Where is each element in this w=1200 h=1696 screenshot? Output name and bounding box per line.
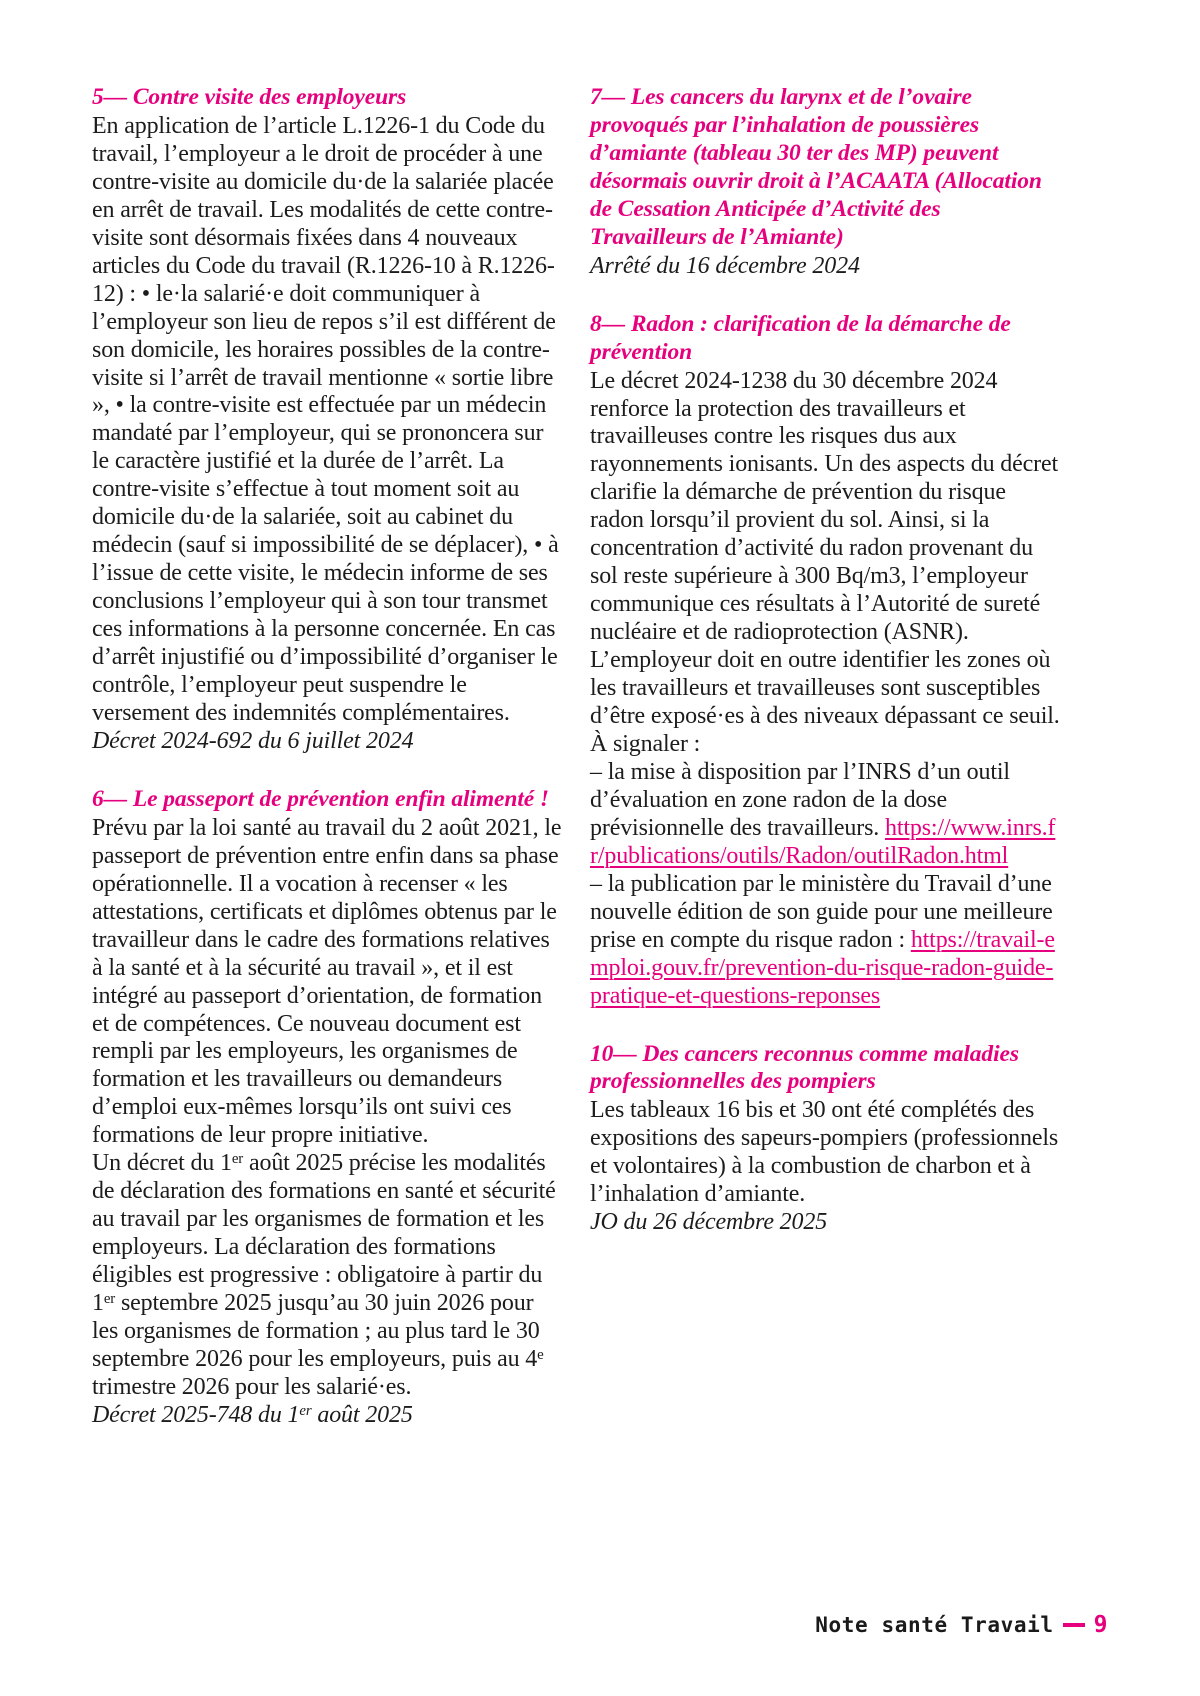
- section-8-bullet-1-text: – la mise à disposition par l’INRS d’un outil d’évaluation en zone radon de la dose prévisionnelle des travailleurs.: [590, 758, 1010, 841]
- section-6-body: Prévu par la loi santé au travail du 2 août 2021, le passeport de prévention entre enfin dans sa phase opérationnelle. Il a vocation à recenser « les attestations, certificats et diplômes obtenus par le travailleur dans le cadre des formations relatives à la santé et à la sécurité au travail », et il est intégré au passeport d’orientation, de formation et de compétences. Ce nouveau document est rempli par les employeurs, les organismes de formation et les travailleurs ou demandeurs d’emploi eux-mêmes lorsqu’ils ont suivi ces formations de leur propre initiative.: [92, 814, 562, 1149]
- section-10-number: 10—: [590, 1040, 637, 1067]
- section-6-heading: [92, 786, 564, 814]
- section-5-heading: [92, 84, 564, 112]
- section-5-body: En application de l’article L.1226-1 du Code du travail, l’employeur a le droit de procéder à une contre-visite au domicile du·de la salariée placée en arrêt de travail. Les modalités de cette contre-visite sont désormais fixées dans 4 nouveaux articles du Code du travail (R.1226-10 à R.1226-12) : • le·la salarié·e doit communiquer à l’employeur son lieu de repos s’il est différent de son domicile, les horaires possibles de la contre-visite si l’arrêt de travail mentionne « sortie libre », • la contre-visite est effectuée par un médecin mandaté par l’employeur, qui se prononcera sur le caractère justifié et la durée de l’arrêt. La contre-visite s’effectue à tout moment soit au domicile du·de la salariée, soit au cabinet du médecin (sauf si impossibilité de se déplacer), • à l’issue de cette visite, le médecin informe de ses conclusions l’employeur qui à son tour transmet ces informations à la personne concernée. En cas d’arrêt injustifié ou d’impossibilité d’organiser le contrôle, l’employeur peut suspendre le versement des indemnités complémentaires.: [92, 112, 559, 726]
- section-5-source: Décret 2024-692 du 6 juillet 2024: [92, 727, 414, 754]
- ordinal-suffix-er-3: er: [299, 1402, 312, 1419]
- section-8-body: Le décret 2024-1238 du 30 décembre 2024 renforce la protection des travailleurs et travailleuses contre les risques dus aux rayonnements ionisants. Un des aspects du décret clarifie la démarche de prévention du risque radon lorsqu’il provient du sol. Ainsi, si la concentration d’activité du radon provenant du sol reste supérieure à 300 Bq/m3, l’employeur communique ces résultats à l’Autorité de sureté nucléaire et de radioprotection (ASNR). L’employeur doit en outre identifier les zones où les travailleurs et travailleuses sont susceptibles d’être exposé·es à des niveaux dépassant ce seuil. À signaler :: [590, 367, 1060, 757]
- section-6-source-pre: Décret 2025-748 du 1: [92, 1401, 300, 1428]
- article-section-10: [590, 1041, 1062, 1238]
- section-7-source: Arrêté du 16 décembre 2024: [590, 252, 860, 279]
- section-6-body-2: [92, 1150, 564, 1402]
- right-column: [590, 84, 1062, 1430]
- footer-title: Note santé Travail: [815, 1613, 1054, 1637]
- section-8-title: Radon : clarification de la démarche de prévention: [590, 310, 1011, 365]
- section-7-heading: [590, 84, 1062, 252]
- section-8-heading: [590, 311, 1062, 367]
- ordinal-suffix-er-2: er: [103, 1290, 116, 1307]
- section-8-number: 8—: [590, 310, 626, 337]
- page-footer: [815, 1612, 1108, 1638]
- section-6-body2-post: septembre 2025 jusqu’au 30 juin 2026 pour les organismes de formation ; au plus tard le 30 septembre 2026 pour les employeurs, puis au 4: [92, 1290, 540, 1372]
- ordinal-suffix-e: e: [537, 1346, 544, 1363]
- page-number: 9: [1093, 1612, 1108, 1638]
- article-section-7: [590, 84, 1062, 281]
- section-10-body: Les tableaux 16 bis et 30 ont été complétés des expositions des sapeurs-pompiers (professionnels et volontaires) à la combustion de charbon et à l’inhalation d’amiante.: [590, 1097, 1059, 1208]
- section-10-title: Des cancers reconnus comme maladies professionnelles des pompiers: [590, 1040, 1019, 1095]
- section-7-number: 7—: [590, 84, 626, 110]
- article-section-6: [92, 786, 564, 1430]
- section-10-source: JO du 26 décembre 2025: [590, 1209, 828, 1236]
- section-6-title: Le passeport de prévention enfin alimenté !: [132, 785, 549, 812]
- article-section-5: [92, 84, 564, 756]
- section-5-number: 5—: [92, 84, 128, 110]
- article-section-8: [590, 311, 1062, 1011]
- section-6-body2-mid: août 2025 précise les modalités de déclaration des formations en santé et sécurité au travail par les organismes de formation et les employeurs. La déclaration des formations éligibles est progressive : obligatoire à partir du 1: [92, 1150, 556, 1317]
- section-5-title: Contre visite des employeurs: [132, 84, 407, 110]
- two-column-layout: [92, 84, 1108, 1430]
- section-6-body2-pre: Un décret du 1: [92, 1150, 232, 1177]
- travail-emploi-radon-guide-link[interactable]: https://travail-emploi.gouv.fr/prevention-du-risque-radon-guide-pratique-et-questions-reponses: [590, 926, 1055, 1009]
- section-8-bullet-1: [590, 759, 1062, 871]
- footer-dash-icon: [1063, 1623, 1085, 1627]
- section-7-title: Les cancers du larynx et de l’ovaire provoqués par l’inhalation de poussières d’amiante (tableau 30 ter des MP) peuvent désormais ouvrir droit à l’ACAATA (Allocation de Cessation Anticipée d’Activité des Travailleurs de l’Amiante): [590, 84, 1042, 250]
- inrs-radon-tool-link[interactable]: https://www.inrs.fr/publications/outils/Radon/outilRadon.html: [590, 814, 1056, 869]
- section-6-source-post: août 2025: [311, 1401, 413, 1428]
- ordinal-suffix-er: er: [231, 1151, 244, 1168]
- section-6-number: 6—: [92, 785, 128, 812]
- section-8-bullet-2-text: – la publication par le ministère du Travail d’une nouvelle édition de son guide pour une meilleure prise en compte du risque radon :: [590, 870, 1053, 953]
- left-column: [92, 84, 564, 1430]
- section-8-bullet-2: [590, 871, 1062, 1011]
- section-6-source: [92, 1402, 564, 1430]
- section-6-body2-end: trimestre 2026 pour les salarié·es.: [92, 1373, 412, 1400]
- section-10-heading: [590, 1041, 1062, 1097]
